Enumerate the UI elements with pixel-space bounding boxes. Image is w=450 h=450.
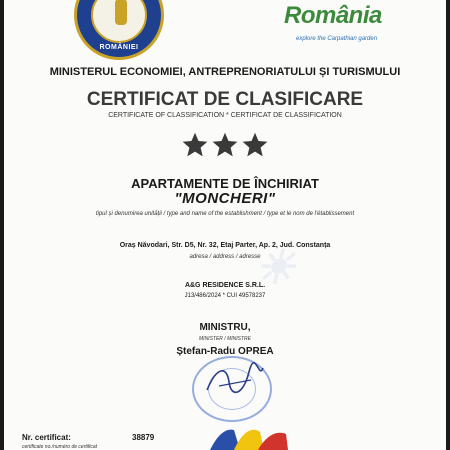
company-name: A&G RESIDENCE S.R.L. bbox=[184, 282, 266, 289]
star-icon bbox=[241, 131, 269, 159]
brand-tagline: explore the Carpathian garden bbox=[296, 36, 378, 42]
brand-word: România bbox=[284, 2, 382, 29]
eagle-icon bbox=[115, 0, 127, 25]
certificate-document bbox=[4, 0, 446, 450]
romania-brand-logo bbox=[282, 2, 392, 48]
certificate-number: 38879 bbox=[132, 433, 155, 442]
star-icon bbox=[211, 131, 239, 159]
ministry-name: MINISTERUL ECONOMIEI, ANTREPRENORIATULUI ȘI TURISMULUI bbox=[49, 66, 401, 78]
minister-name: Ștefan-Radu OPREA bbox=[176, 346, 274, 357]
address-caption: adresa / address / adresse bbox=[189, 254, 261, 260]
background-watermark: ☀ bbox=[254, 241, 296, 293]
establishment-caption: tipul și denumirea unității / type and name of the establishment / type et le nom de l'établissement bbox=[95, 211, 355, 217]
government-seal-logo bbox=[74, 0, 164, 60]
certificate-number-label: Nr. certificat: bbox=[22, 433, 71, 442]
star-rating bbox=[4, 131, 446, 164]
company-registration: J13/486/2024 * CUI 49578237 bbox=[184, 293, 266, 299]
certificate-title: CERTIFICAT DE CLASIFICARE bbox=[86, 89, 364, 110]
establishment-name: "MONCHERI" bbox=[174, 190, 276, 207]
establishment-address: Oraș Năvodari, Str. D5, Nr. 32, Etaj Parter, Ap. 2, Jud. Constanța bbox=[119, 242, 331, 249]
certificate-number-caption: certificate no./numéro de certificat bbox=[22, 444, 98, 450]
tricolor-ribbon-icon bbox=[204, 420, 304, 450]
establishment-type: APARTAMENTE DE ÎNCHIRIAT bbox=[131, 176, 319, 191]
seal-text: ROMÂNIEI bbox=[99, 44, 139, 51]
minister-role: MINISTRU, bbox=[199, 322, 251, 333]
minister-signature bbox=[199, 360, 269, 400]
minister-caption: MINISTER / MINISTRE bbox=[199, 336, 251, 342]
certificate-subtitle: CERTIFICATE OF CLASSIFICATION * CERTIFICAT DE CLASSIFICATION bbox=[108, 112, 342, 119]
star-icon bbox=[181, 131, 209, 159]
coat-of-arms-icon bbox=[91, 0, 147, 43]
